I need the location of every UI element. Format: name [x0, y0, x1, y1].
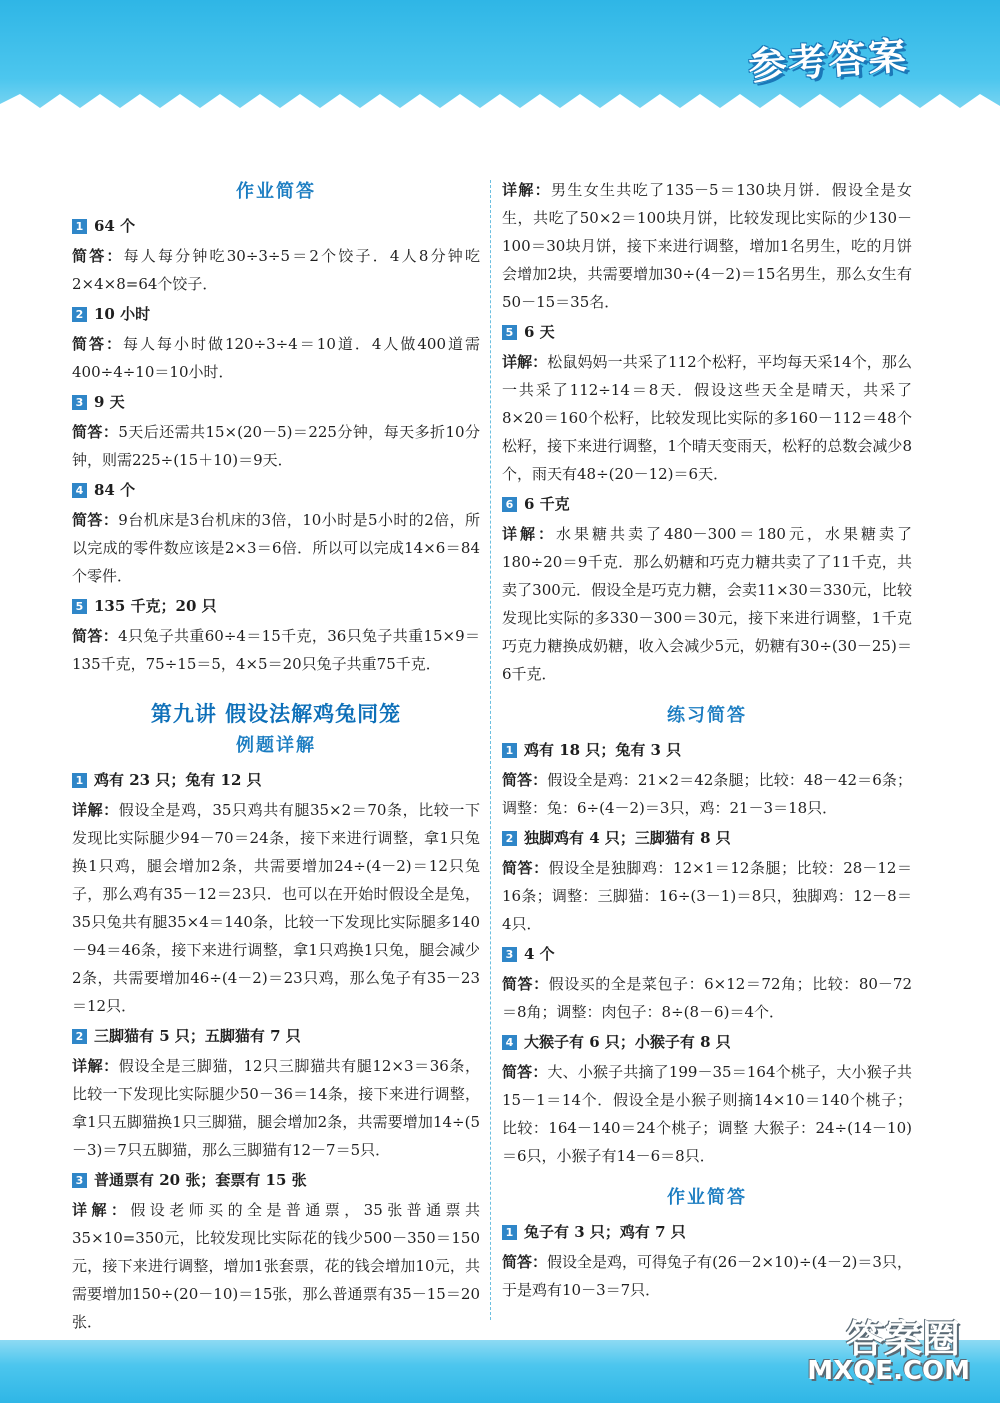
watermark-logo	[790, 1308, 970, 1398]
question-header	[502, 736, 912, 764]
header-zigzag-border	[0, 86, 1000, 126]
question-header	[72, 388, 480, 416]
question-header	[72, 476, 480, 504]
question-number-badge: 2	[72, 1029, 87, 1044]
solution-text: 每人每分钟吃30÷3÷5＝2个饺子．4人8分钟吃2×4×8=64个饺子．	[72, 247, 480, 293]
solution-label: 简答：	[72, 335, 123, 353]
examples-list-continued	[502, 318, 912, 688]
question-number-badge: 1	[72, 773, 87, 788]
answer-text: 10 小时	[94, 305, 151, 323]
question-number-badge: 2	[72, 307, 87, 322]
solution-text: 男生女生共吃了135－5＝130块月饼．假设全是女生，共吃了50×2＝100块月饼，比较发现比实际的少130－100＝30块月饼，接下来进行调整，增加1名男生，吃的月饼会增加2块，共需要增加30÷(4－2)＝15名男生，那么女生有50－15＝35名．	[502, 181, 912, 311]
continued-answer	[502, 176, 912, 316]
homework-list	[72, 212, 480, 678]
answer-text: 6 千克	[524, 495, 570, 513]
lecture-title: 第九讲 假设法解鸡兔同笼	[150, 702, 402, 726]
solution-text: 9台机床是3台机床的3倍，10小时是5小时的2倍，所以完成的零件数应该是2×3＝6倍．所以可以完成14×6＝84个零件．	[72, 511, 480, 585]
examples-title: 例题详解	[236, 735, 316, 756]
answer-text: 鸡有 18 只；兔有 3 只	[524, 741, 682, 759]
solution-paragraph	[72, 1196, 480, 1336]
question-number-badge: 3	[72, 1173, 87, 1188]
solution-label: 简答：	[72, 423, 119, 441]
answer-text: 4 个	[524, 945, 555, 963]
homework-title-2: 作业简答	[667, 1187, 747, 1208]
watermark-text: 答案圈	[845, 1317, 960, 1361]
solution-paragraph	[502, 348, 912, 488]
question-header	[72, 1022, 480, 1050]
solution-text: 假设买的全是菜包子：6×12＝72角；比较：80－72＝8角；调整：肉包子：8÷(8－6)＝4个．	[502, 975, 912, 1021]
solution-label: 简答：	[502, 771, 548, 789]
question-header	[502, 1218, 912, 1246]
question-number-badge: 4	[502, 1035, 517, 1050]
solution-paragraph	[502, 1248, 912, 1304]
answer-text: 6 天	[524, 323, 555, 341]
answer-text: 兔子有 3 只；鸡有 7 只	[524, 1223, 686, 1241]
solution-label: 简答：	[502, 1253, 548, 1271]
solution-paragraph	[72, 242, 480, 298]
homework-title: 作业简答	[236, 181, 316, 202]
answer-text: 84 个	[94, 481, 136, 499]
question-header	[72, 300, 480, 328]
right-column	[502, 176, 912, 1306]
question-header	[502, 318, 912, 346]
column-divider	[490, 180, 491, 1320]
question-number-badge: 4	[72, 483, 87, 498]
question-number-badge: 6	[502, 497, 517, 512]
question-header	[72, 592, 480, 620]
question-header	[502, 940, 912, 968]
answer-text: 鸡有 23 只；兔有 12 只	[94, 771, 262, 789]
solution-paragraph	[72, 1052, 480, 1164]
answer-text: 普通票有 20 张；套票有 15 张	[94, 1171, 307, 1189]
solution-paragraph	[502, 1058, 912, 1170]
left-column	[72, 176, 480, 1368]
question-header	[502, 824, 912, 852]
solution-paragraph	[502, 176, 912, 316]
question-number-badge: 2	[502, 831, 517, 846]
solution-label: 简答：	[72, 627, 119, 645]
question-header	[502, 490, 912, 518]
solution-label: 详解：	[502, 353, 548, 371]
solution-paragraph	[72, 622, 480, 678]
solution-label: 简答：	[502, 975, 549, 993]
header-title: 参考答案	[746, 33, 910, 89]
solution-label: 简答：	[502, 1063, 548, 1081]
question-header	[72, 766, 480, 794]
question-number-badge: 3	[72, 395, 87, 410]
homework-list-2	[502, 1218, 912, 1304]
question-number-badge: 5	[72, 599, 87, 614]
practice-list	[502, 736, 912, 1170]
solution-text: 每人每小时做120÷3÷4＝10道．4人做400道需400÷4÷10＝10小时．	[72, 335, 480, 381]
watermark-url: MXQE.COM	[807, 1356, 970, 1386]
solution-paragraph	[502, 520, 912, 688]
solution-label: 详解：	[72, 1201, 131, 1219]
solution-paragraph	[72, 418, 480, 474]
answer-text: 64 个	[94, 217, 136, 235]
question-header	[502, 1028, 912, 1056]
question-header	[72, 1166, 480, 1194]
solution-paragraph	[502, 854, 912, 938]
question-header	[72, 212, 480, 240]
solution-text: 5天后还需共15×(20－5)＝225分钟，每天多折10分钟，则需225÷(15＋10)＝9天．	[72, 423, 480, 469]
solution-paragraph	[72, 330, 480, 386]
question-number-badge: 1	[72, 219, 87, 234]
answer-text: 三脚猫有 5 只；五脚猫有 7 只	[94, 1027, 301, 1045]
solution-text: 假设全是鸡，可得兔子有(26－2×10)÷(4－2)＝3只，于是鸡有10－3＝7只．	[502, 1253, 912, 1299]
solution-label: 简答：	[502, 859, 549, 877]
solution-paragraph	[72, 506, 480, 590]
question-number-badge: 5	[502, 325, 517, 340]
solution-text: 大、小猴子共摘了199－35＝164个桃子，大小猴子共15－1＝14个．假设全是小猴子则摘14×10＝140个桃子；比较：164－140＝24个桃子；调整 大猴子：24÷(14－10)＝6只，小猴子有14－6＝8只．	[502, 1063, 912, 1165]
question-number-badge: 3	[502, 947, 517, 962]
solution-paragraph	[502, 970, 912, 1026]
practice-title: 练习简答	[667, 705, 747, 726]
solution-paragraph	[502, 766, 912, 822]
solution-label: 详解：	[502, 181, 552, 199]
solution-text: 松鼠妈妈一共采了112个松籽，平均每天采14个，那么一共采了112÷14＝8天．假设这些天全是晴天，共采了8×20＝160个松籽，比较发现比实际的多160－112＝48个松籽，接下来进行调整，1个晴天变雨天，松籽的总数会减少8个，雨天有48÷(20－12)＝6天．	[502, 353, 912, 483]
solution-text: 假设全是独脚鸡：12×1＝12条腿；比较：28－12＝16条；调整：三脚猫：16÷(3－1)＝8只，独脚鸡：12－8＝4只．	[502, 859, 912, 933]
answer-text: 9 天	[94, 393, 125, 411]
examples-list	[72, 766, 480, 1366]
solution-text: 水果糖共卖了480－300＝180元，水果糖卖了180÷20＝9千克．那么奶糖和巧克力糖共卖了了11千克，共卖了300元．假设全是巧克力糖，会卖11×30＝330元，比较发现比实际的多330－300＝30元，接下来进行调整，1千克巧克力糖换成奶糖，收入会减少5元，奶糖有30÷(30－25)＝6千克．	[502, 525, 912, 683]
answer-text: 大猴子有 6 只；小猴子有 8 只	[524, 1033, 731, 1051]
question-number-badge: 1	[502, 743, 517, 758]
solution-label: 详解：	[502, 525, 557, 543]
solution-label: 详解：	[72, 1057, 119, 1075]
question-number-badge: 1	[502, 1225, 517, 1240]
solution-text: 假设全是鸡，35只鸡共有腿35×2＝70条，比较一下发现比实际腿少94－70＝24条，接下来进行调整，拿1只兔换1只鸡，腿会增加2条，共需要增加24÷(4－2)＝12只兔子，那么鸡有35－12＝23只．也可以在开始时假设全是兔，35只兔共有腿35×4＝140条，比较一下发现比实际腿多140－94＝46条，接下来进行调整，拿1只鸡换1只兔，腿会减少2条，共需要增加46÷(4－2)＝23只鸡，那么兔子有35－23＝12只．	[72, 801, 480, 1015]
solution-text: 4只兔子共重60÷4＝15千克，36只兔子共重15×9＝135千克，75÷15＝5，4×5＝20只兔子共重75千克．	[72, 627, 480, 673]
solution-label: 简答：	[72, 247, 124, 265]
solution-label: 简答：	[72, 511, 119, 529]
solution-text: 假设全是三脚猫，12只三脚猫共有腿12×3＝36条，比较一下发现比实际腿少50－36＝14条，接下来进行调整，拿1只五脚猫换1只三脚猫，腿会增加2条，共需要增加14÷(5－3)＝7只五脚猫，那么三脚猫有12－7＝5只．	[72, 1057, 480, 1159]
solution-paragraph	[72, 796, 480, 1020]
answer-text: 独脚鸡有 4 只；三脚猫有 8 只	[524, 829, 731, 847]
solution-label: 详解：	[72, 801, 119, 819]
answer-text: 135 千克；20 只	[94, 597, 217, 615]
solution-text: 假设全是鸡：21×2＝42条腿；比较：48－42＝6条；调整：兔：6÷(4－2)＝3只，鸡：21－3＝18只．	[502, 771, 912, 817]
solution-text: 假设老师买的全是普通票，35张普通票共35×10=350元，比较发现比实际花的钱少500－350＝150元，接下来进行调整，增加1张套票，花的钱会增加10元，共需要增加150÷(20－10)＝15张，那么普通票有35－15＝20张．	[72, 1201, 480, 1331]
